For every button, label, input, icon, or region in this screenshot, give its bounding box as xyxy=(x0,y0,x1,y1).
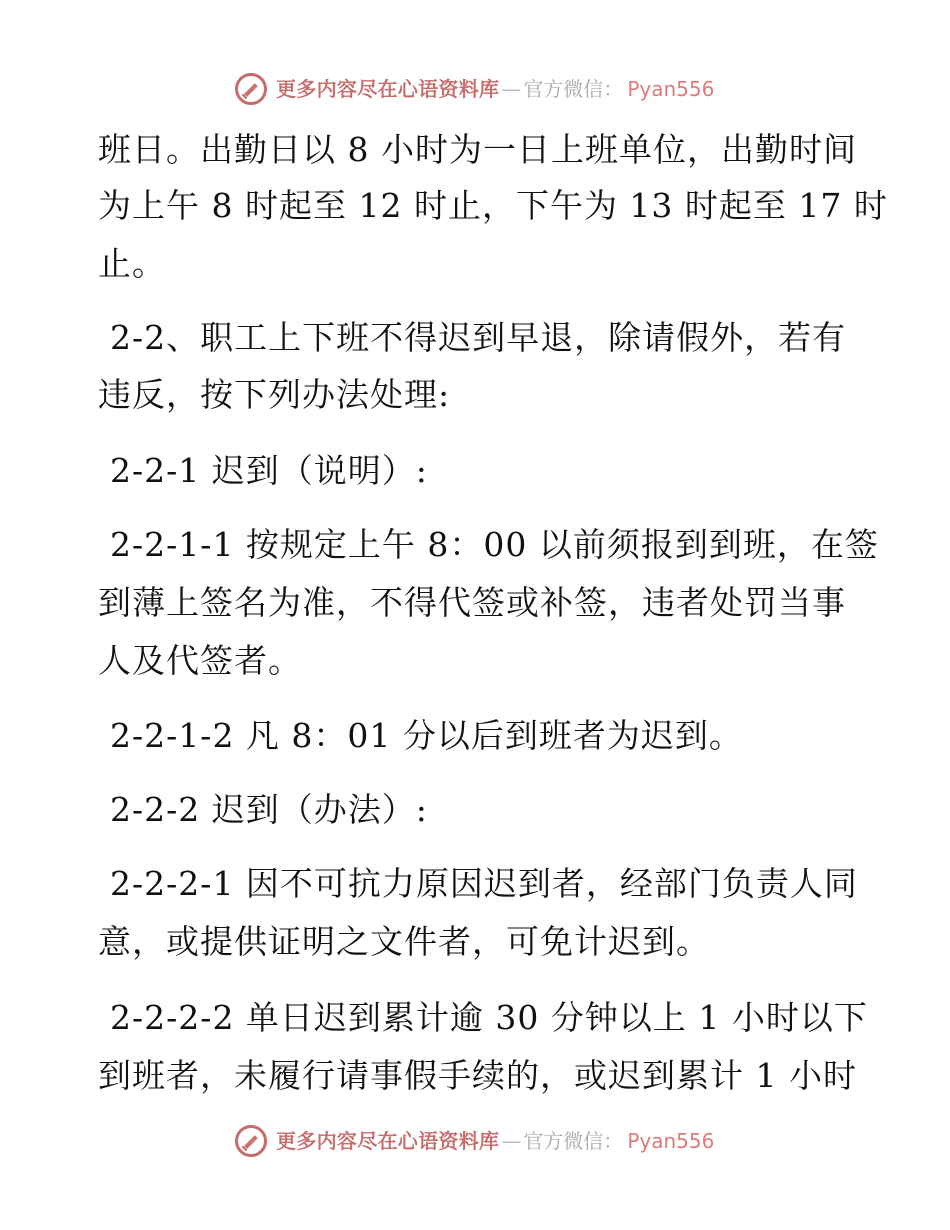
watermark-dash: — xyxy=(501,1129,522,1153)
pen-seal-logo-icon xyxy=(234,72,268,106)
watermark-dash: — xyxy=(501,77,522,101)
doc-line-11: 2-2-2 迟到（办法）: xyxy=(110,790,428,829)
doc-line-8: 到薄上签名为准，不得代签或补签，违者处罚当事 xyxy=(98,583,846,622)
doc-line-4: 2-2、职工上下班不得迟到早退，除请假外，若有 xyxy=(110,318,847,357)
pen-seal-logo-icon xyxy=(234,1124,268,1158)
doc-line-3: 止。 xyxy=(98,244,166,283)
watermark-account: Pyan556 xyxy=(627,77,715,101)
doc-line-12: 2-2-2-1 因不可抗力原因迟到者，经部门负责人同 xyxy=(110,864,858,903)
watermark-site: 更多内容尽在心语资料库 xyxy=(276,77,500,101)
doc-line-15: 到班者，未履行请事假手续的，或迟到累计 1 小时 xyxy=(98,1056,857,1095)
doc-line-9: 人及代签者。 xyxy=(98,641,302,680)
watermark-account: Pyan556 xyxy=(627,1129,715,1153)
doc-line-2: 为上午 8 时起至 12 时止，下午为 13 时起至 17 时 xyxy=(98,186,888,225)
watermark-site: 更多内容尽在心语资料库 xyxy=(276,1129,500,1153)
doc-line-1: 班日。出勤日以 8 小时为一日上班单位，出勤时间 xyxy=(98,130,857,169)
doc-line-13: 意，或提供证明之文件者，可免计迟到。 xyxy=(98,922,710,961)
watermark-text xyxy=(276,1131,714,1151)
doc-line-7: 2-2-1-1 按规定上午 8：00 以前须报到到班，在签 xyxy=(110,525,879,564)
watermark-text xyxy=(276,79,714,99)
watermark-label: 官方微信： xyxy=(523,1129,624,1153)
header-watermark xyxy=(234,72,754,106)
watermark-label: 官方微信： xyxy=(523,77,624,101)
doc-line-10: 2-2-1-2 凡 8：01 分以后到班者为迟到。 xyxy=(110,716,743,755)
doc-line-14: 2-2-2-2 单日迟到累计逾 30 分钟以上 1 小时以下 xyxy=(110,998,868,1037)
doc-line-5: 违反，按下列办法处理: xyxy=(98,375,451,414)
doc-line-6: 2-2-1 迟到（说明）: xyxy=(110,451,428,490)
footer-watermark xyxy=(234,1124,754,1158)
